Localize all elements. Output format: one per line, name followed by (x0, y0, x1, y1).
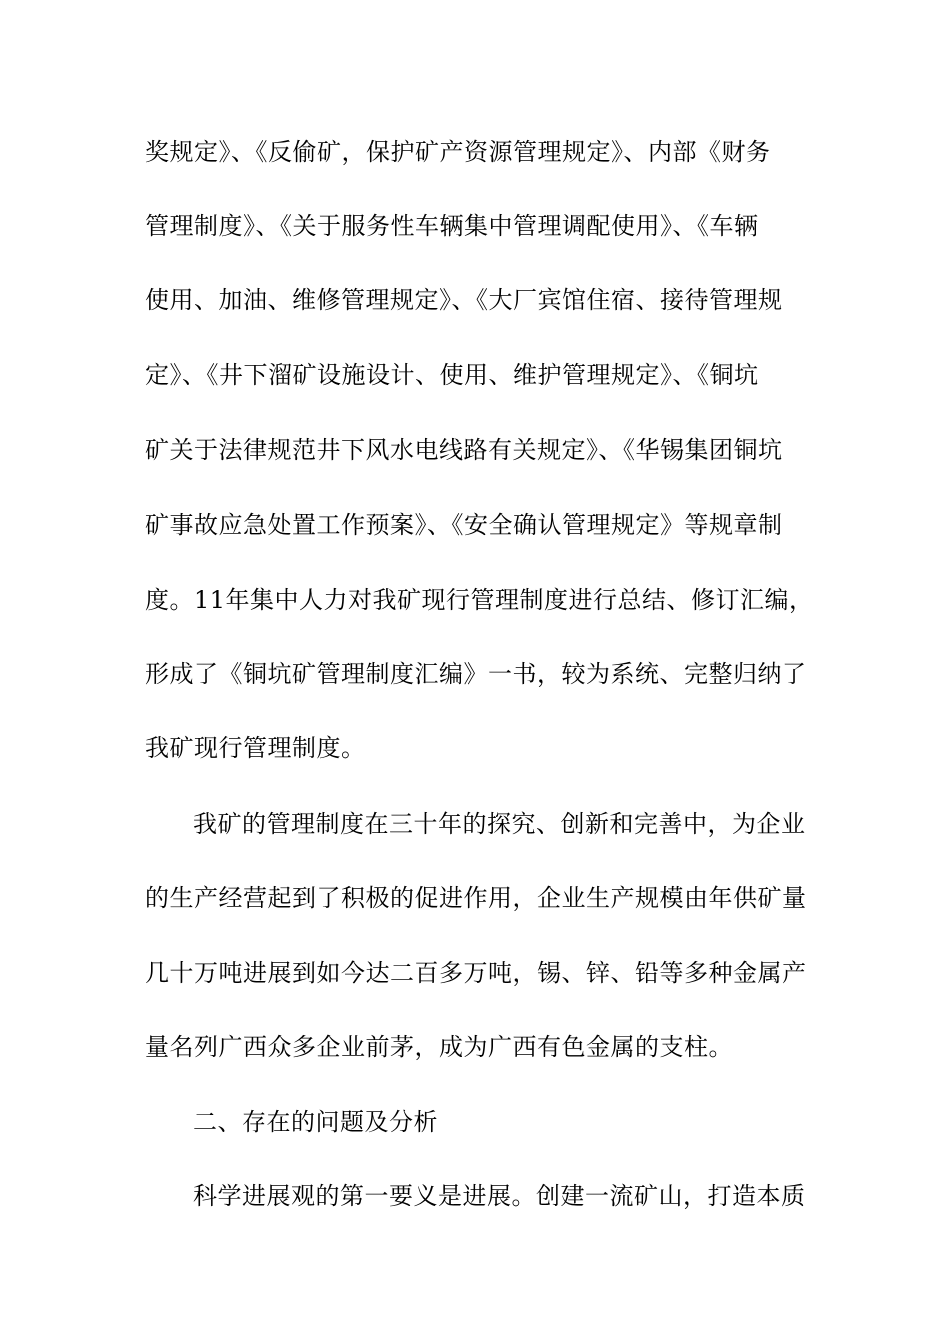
text-line: 量名列广西众多企业前茅，成为广西有色金属的支柱。 (145, 1033, 733, 1061)
text-line: 奖规定》、《反偷矿，保护矿产资源管理规定》、内部《财务 (145, 138, 771, 166)
text-line: 定》、《井下溜矿设施设计、使用、维护管理规定》、《铜坑 (145, 361, 759, 389)
text-line: 几十万吨进展到如今达二百多万吨，锡、锌、铅等多种金属产 (145, 959, 807, 987)
text-line: 度。11年集中人力对我矿现行管理制度进行总结、修订汇编， (145, 586, 814, 614)
text-line: 矿关于法律规范井下风水电线路有关规定》、《华锡集团铜坑 (145, 436, 783, 464)
text-line: 我矿现行管理制度。 (145, 734, 366, 762)
text-line: 管理制度》、《关于服务性车辆集中管理调配使用》、《车辆 (145, 212, 759, 240)
text-line: 使用、加油、维修管理规定》、《大厂宾馆住宿、接待管理规 (145, 286, 783, 314)
text-line: 的生产经营起到了积极的促进作用，企业生产规模由年供矿量 (145, 884, 807, 912)
text-line: 形成了《铜坑矿管理制度汇编》一书，较为系统、完整归纳了 (145, 660, 807, 688)
text-line: 矿事故应急处置工作预案》、《安全确认管理规定》等规章制 (145, 511, 783, 539)
paragraph-first-line: 我矿的管理制度在三十年的探究、创新和完善中，为企业 (193, 810, 806, 838)
paragraph-first-line: 科学进展观的第一要义是进展。创建一流矿山，打造本质 (193, 1182, 806, 1210)
section-heading: 二、存在的问题及分析 (193, 1108, 438, 1136)
